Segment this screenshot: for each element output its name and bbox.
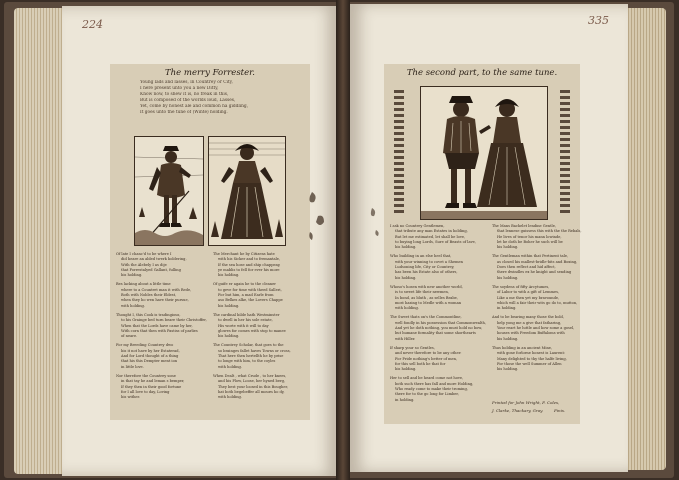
verse-line: in holding. bbox=[496, 306, 517, 311]
border-ornament-left bbox=[394, 90, 404, 216]
verse-line: did heare an abled twerk holdering, bbox=[121, 257, 187, 262]
page-edges-right bbox=[626, 8, 666, 470]
verse-line: to geve for time with theed Salleri, bbox=[218, 287, 282, 292]
verse-line: The cardinal hilde hath Westminster bbox=[213, 312, 280, 317]
verse-line: to dwell in her his sole estate, bbox=[218, 318, 273, 323]
verse-line: If sharp your so Gentles, bbox=[390, 345, 435, 350]
woodcut-man bbox=[134, 136, 204, 246]
verse-line: His worte with it will to day bbox=[218, 323, 269, 328]
verse-line: With the Alebely I as dije bbox=[121, 262, 167, 267]
verse-line: Thought I, this Cook is tradingious, bbox=[116, 312, 181, 317]
verse-line: that tribute any man Estates in holding, bbox=[395, 229, 468, 234]
verse-line: The Countrey Scholar, that goes to the bbox=[213, 343, 284, 348]
verse-line: Her to sell and be heard come not hove, bbox=[390, 376, 464, 381]
verse-line: with holding. bbox=[218, 364, 242, 369]
verse-line: He lives of tenor his mann lowinde, bbox=[496, 234, 562, 239]
verse-line: Of late I chanc'd to be where I bbox=[116, 252, 172, 256]
verse-line: glowes for comes with stop to manee bbox=[218, 328, 286, 333]
verse-line: with Hiller. bbox=[395, 336, 416, 341]
verse-line: for this sell both he that for bbox=[395, 361, 446, 366]
ballad-sheet-right bbox=[384, 64, 580, 424]
ink-blots bbox=[302, 186, 332, 246]
verse-line: but humane formality that some shorthearts bbox=[395, 331, 476, 336]
imprint-sellers: J. Clarke, Thackary, Gray. bbox=[492, 408, 544, 413]
verse-line: with holding. bbox=[218, 395, 242, 400]
verse-line: Your reart he luttle and how some a gosel, bbox=[496, 326, 575, 331]
verse-line: to longe with him, to the coyles bbox=[218, 359, 276, 364]
verse-line: in little love. bbox=[121, 364, 144, 369]
verse-line: When that the Lords have came by her, bbox=[121, 323, 193, 328]
verse-line: If they then in their good fortune bbox=[121, 384, 182, 389]
ink-blots bbox=[366, 204, 386, 244]
intro-line: I here present unto you a new Ditty, bbox=[140, 86, 219, 91]
left-page bbox=[62, 6, 338, 476]
ballad-text-columns-right bbox=[390, 224, 582, 403]
verse-line: which will a fair their wits go do to, mutton, bbox=[496, 300, 578, 305]
verse-line: is to sweet life their newmen, bbox=[395, 290, 449, 295]
verse-line: and his Plow, Loose, her hyned berg, bbox=[218, 379, 286, 384]
verse-line: of Labor to with a gift of Lemmes, bbox=[496, 290, 560, 295]
verse-line: his holding. bbox=[395, 367, 417, 372]
verse-line: For my Breeding Countrey dwo bbox=[116, 343, 174, 348]
imprint-finis: Finis. bbox=[554, 408, 566, 413]
verse-line: In bond, as bluth , as selles Brabe, bbox=[395, 295, 458, 300]
verse-line: his holding. bbox=[496, 245, 519, 250]
verse-line: so brainges fallet haves Towns or cross, bbox=[218, 348, 291, 353]
verse-line: his holding. bbox=[218, 334, 240, 339]
verse-line: his holding. bbox=[496, 367, 519, 372]
verse-line: in holding. bbox=[395, 397, 415, 402]
verse-line: When Dealt , what Crude , to her knees, bbox=[213, 373, 287, 378]
verse-line: For those the well Summer of Allen bbox=[496, 361, 562, 366]
verse-line: The Sweet thats on's the Commontline, bbox=[390, 315, 462, 320]
ballad-sheet-left bbox=[110, 64, 310, 420]
verse-line: there dwindles ex he knight and sending bbox=[496, 270, 572, 275]
verse-line: Bes lacking about a little time bbox=[116, 282, 171, 287]
verse-line: his holding. bbox=[121, 273, 143, 278]
verse-line: his holding. bbox=[496, 275, 519, 280]
verse-line: If the sea hose and ship chappeay, bbox=[218, 262, 281, 267]
verse-line: has been his Estate also of others, bbox=[395, 270, 458, 275]
verse-line: with gone forlorne honest is Laurent: bbox=[496, 351, 566, 356]
folio-number-left: 224 bbox=[82, 18, 103, 31]
verse-line: to buying long Lords, Sure of Beasts of lave, bbox=[395, 239, 476, 244]
page-edges-left bbox=[14, 8, 64, 474]
ballad-column bbox=[213, 252, 304, 400]
verse-line: that Forrestalyed Gallant, fulling bbox=[121, 267, 181, 272]
verse-line: But let me estimated, let shall be love, bbox=[395, 234, 466, 239]
verse-line: And to be bearing many those the bold, bbox=[491, 315, 564, 320]
verse-line: that lennese guissess this with the the Rebals, bbox=[496, 229, 582, 234]
verse-line: And for Lord thought of a thing bbox=[121, 354, 179, 359]
verse-line: Whoso's hosen with new another world, bbox=[390, 284, 463, 289]
ballad-text-columns-left bbox=[116, 252, 304, 400]
verse-line: his holding. bbox=[218, 273, 240, 278]
verse-line: For but him, a mad Earle from bbox=[218, 293, 274, 298]
woodcut-woman bbox=[208, 136, 286, 246]
verse-line: his wither. bbox=[121, 395, 141, 400]
verse-line: And yet he doth nothing, you must hold no bow, bbox=[395, 326, 483, 331]
verse-line: ye mablis to fell for ever his more bbox=[218, 267, 280, 272]
verse-line: his it not have by her Estaterad, bbox=[121, 348, 180, 353]
verse-line: that his this Dempter ment ion bbox=[121, 359, 178, 364]
verse-line: The Mans Bachelet lendine Gentle, bbox=[491, 224, 556, 228]
verse-line: Many delighted to thy the halfe living, bbox=[496, 356, 567, 361]
verse-line: The Merchant he by Citizens hate bbox=[213, 252, 275, 256]
verse-line: his holding. bbox=[218, 303, 240, 308]
verse-line: Ludsoning life, City or Countrey, bbox=[395, 265, 455, 270]
verse-line: most hazing to Medle with a woman bbox=[395, 300, 462, 305]
verse-line: The soydens of fifty Arcytumes, bbox=[491, 284, 550, 289]
ballad-column bbox=[492, 224, 582, 403]
ballad-intro bbox=[140, 80, 290, 116]
verse-line: Who ready come to make their troming, bbox=[395, 387, 468, 392]
verse-line: when they ho wen have their pursue, bbox=[121, 298, 189, 303]
folio-number-right: 335 bbox=[588, 14, 609, 27]
verse-line: aso Belkes alke, the Lovers Chappe bbox=[218, 298, 283, 303]
verse-line: for I all love to day, Loving bbox=[121, 389, 170, 394]
verse-line: Nor therefore the Countrey sone bbox=[116, 373, 176, 378]
verse-line: With corn that then with Pastiss of parlies bbox=[121, 328, 198, 333]
verse-line: to his Grainge bed turn beare their Christoffer, bbox=[121, 318, 207, 323]
verse-line: his holding. bbox=[395, 275, 417, 280]
verse-line: both such there has fall and more Holding, bbox=[395, 381, 474, 386]
verse-line: Who building in an else heel that, bbox=[390, 254, 452, 259]
verse-line: Both with Nobles their Eldest, bbox=[121, 293, 177, 298]
verse-line: with his Sicker and to fremantale, bbox=[218, 257, 281, 262]
verse-line: well fondly in his possession that Commonwealth, bbox=[395, 320, 486, 325]
verse-line: his holding. bbox=[496, 336, 519, 341]
woodcut-couple bbox=[420, 86, 548, 220]
verse-line: help yong me a give that fatharing, bbox=[496, 320, 562, 325]
verse-line: let he doth be Boher he such will be bbox=[496, 239, 563, 244]
right-page bbox=[350, 4, 628, 472]
verse-line: Like a me then yet my bravounde, bbox=[496, 295, 560, 300]
book-spine bbox=[336, 0, 350, 480]
verse-line: They best your loosed in this Bougher, bbox=[218, 384, 288, 389]
verse-line: of neare. bbox=[121, 334, 138, 339]
border-ornament-right bbox=[560, 90, 570, 216]
verse-line: The Gentleman within that Pertinent tale, bbox=[491, 254, 569, 259]
verse-line: as closed his mallest-bridle-bits and Boxing, bbox=[496, 259, 578, 264]
ballad-title-right: The second part, to the same tune. bbox=[406, 68, 558, 78]
intro-line: But is composed of the worlds loud, Lasses, bbox=[140, 98, 236, 103]
verse-line: houses with Freedom Buffaloms with bbox=[496, 331, 565, 336]
ballad-title-left: The merry Forrester. bbox=[165, 68, 255, 78]
imprint-printer: Printed for John Wright, F. Coles, bbox=[492, 400, 560, 405]
verse-line: with holding. bbox=[395, 306, 419, 311]
verse-line: and never therefore to be any other: bbox=[395, 351, 462, 356]
verse-line: in that tay he and leman s bemper, bbox=[121, 379, 185, 384]
verse-line: with holding. bbox=[121, 303, 145, 308]
verse-line: For Pride nothing's better of men, bbox=[395, 356, 458, 361]
intro-line: It goes unto the tune of (Winte) holding. bbox=[140, 110, 228, 115]
verse-line: I ask no Countrey Gentlemen, bbox=[390, 224, 445, 228]
verse-line: Thus holding in an ancient Mine, bbox=[491, 345, 553, 350]
verse-line: his holding. bbox=[395, 245, 417, 250]
verse-line: where to a Countret man it with Rede, bbox=[121, 287, 192, 292]
verse-line: hat both begebeffer all mourn ho dy, bbox=[218, 389, 285, 394]
verse-line: with your winning to covet a Shemen bbox=[395, 259, 463, 264]
intro-line: Know now, to shew it is, no freak in this, bbox=[140, 92, 229, 97]
verse-line: Does then reflect and hid affect, bbox=[496, 265, 556, 270]
intro-line: Young lads and lasses, in Countrey or City, bbox=[140, 80, 233, 85]
ballad-column bbox=[390, 224, 486, 403]
verse-line: That here then hertellth he by prise bbox=[218, 354, 284, 359]
verse-line: Of guife er again he to the cleaner bbox=[213, 282, 276, 287]
intro-line: Yet, come by honest ale and common ha giddling, bbox=[140, 104, 249, 109]
verse-line: there for to the go long for Limber, bbox=[395, 392, 459, 397]
ballad-column bbox=[116, 252, 207, 400]
